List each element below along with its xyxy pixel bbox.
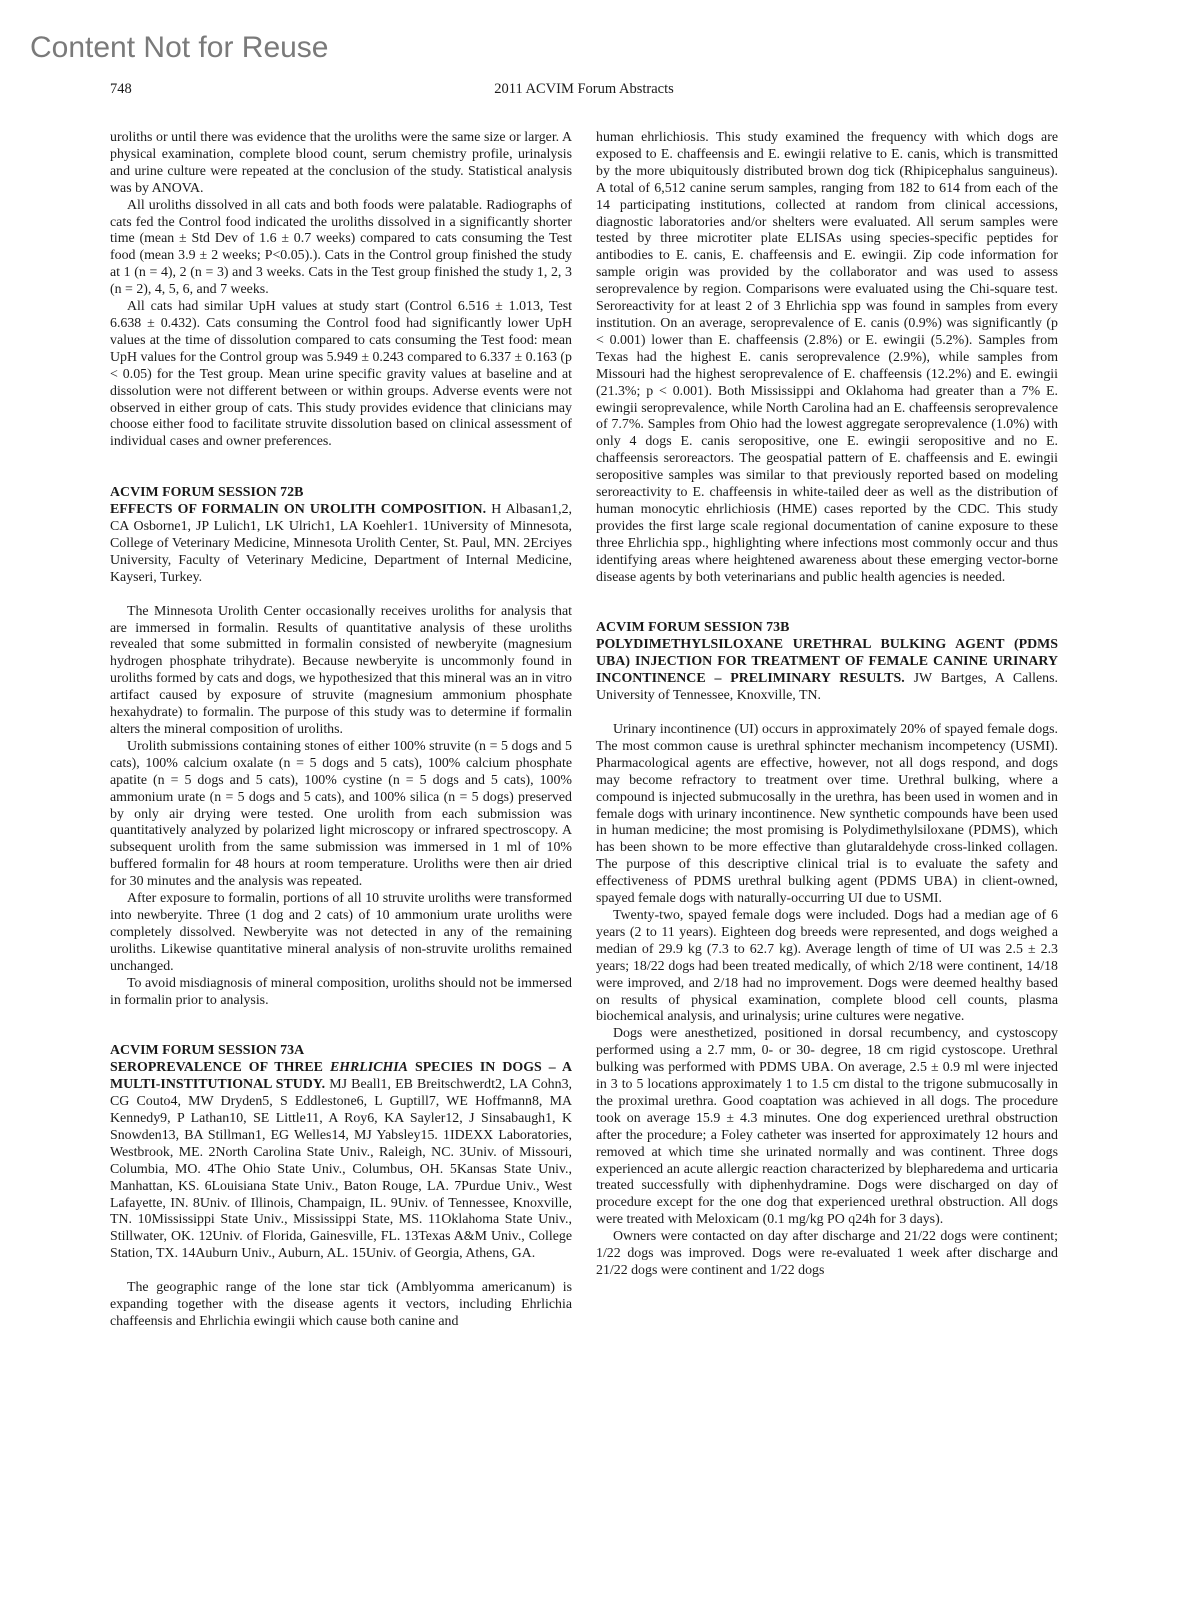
authors-72b: H Albasan1,2, CA Osborne1, JP Lulich1, LK Ulrich1, LA Koehler1. 1University of Minnesota, College of Veterinary Medicine, Minnesota Urolith Center, St. Paul, MN. 2Erciyes University, Faculty of Veterinary Medicine, Department of Internal Medicine, Kayseri, Turkey.	[110, 502, 572, 585]
abstract-heading-73b	[596, 637, 1058, 705]
abstract-title-73a-post: SPECIES IN DOGS – A MULTI-INSTITUTIONAL STUDY.	[110, 1060, 572, 1093]
left-column	[110, 130, 572, 1470]
body-paragraph: After exposure to formalin, portions of all 10 struvite uroliths were transformed into newberyite. Three (1 dog and 2 cats) of 10 ammonium urate uroliths were completely dissolved. Newberyite was not detected in any of the remaining uroliths. Likewise quantitative mineral analysis of non-struvite uroliths remained unchanged.	[110, 891, 572, 974]
abstract-heading-72b	[110, 502, 572, 587]
right-column	[596, 130, 1058, 1470]
session-label-73b: ACVIM FORUM SESSION 73B	[596, 620, 790, 636]
body-paragraph: Dogs were anesthetized, positioned in dorsal recumbency, and cystoscopy performed using a 2.7 mm, 0- or 30- degree, 18 cm rigid cystoscope. Urethral bulking was performed with PDMS UBA. On average, 2.5 ± 0.9 ml were injected in 3 to 5 locations approximately 1 to 1.5 cm distal to the trigone submucosally in the proximal urethra. Good coaptation was achieved in all dogs. The procedure took on average 15.9 ± 4.3 minutes. One dog experienced urethral obstruction after the procedure; a Foley catheter was inserted for approximately 12 hours and removed at which time she urinated normally and was continent. Three dogs experienced an acute allergic reaction characterized by blepharedema and urticaria treated successfully with diphenhydramine. Dogs were discharged on day of procedure except for the one dog that experienced urethral obstruction. All dogs were treated with Meloxicam (0.1 mg/kg PO q24h for 3 days).	[596, 1026, 1058, 1228]
body-paragraph: To avoid misdiagnosis of mineral composition, uroliths should not be immersed in formalin prior to analysis.	[110, 975, 572, 1008]
body-paragraph: Twenty-two, spayed female dogs were included. Dogs had a median age of 6 years (2 to 11 years). Eighteen dog breeds were represented, and dogs weighed a median of 29.9 kg (7.3 to 62.7 kg). Average length of time of UI was 2.5 ± 2.3 years; 18/22 dogs had been treated medically, of which 2/18 were continent, 14/18 were improved, and 2/18 had no improvement. Dogs were deemed healthy based on results of physical examination, complete blood cell counts, plasma biochemical analysis, and urinalysis; urine cultures were negative.	[596, 907, 1058, 1025]
session-label-73a: ACVIM FORUM SESSION 73A	[110, 1043, 305, 1059]
body-paragraph: The Minnesota Urolith Center occasionally receives uroliths for analysis that are immersed in formalin. Results of quantitative analysis of these uroliths revealed that some submitted in formalin consisted of newberyite (magnesium hydrogen phosphate trihydrate). Because newberyite is uncommonly found in uroliths formed by cats and dogs, we hypothesized that this mineral was an in vitro artifact caused by exposure of struvite (magnesium ammonium phosphate hexahydrate) to formalin. The purpose of this study was to determine if formalin alters the mineral composition of uroliths.	[110, 603, 572, 737]
page-number: 748	[110, 81, 132, 97]
body-paragraph: All cats had similar UpH values at study start (Control 6.516 ± 1.013, Test 6.638 ± 0.432). Cats consuming the Control food had significantly lower UpH values at the time of dissolution compared to cats consuming the Test food: mean UpH values for the Control group was 5.949 ± 0.243 compared to 6.337 ± 0.163 (p < 0.05) for the Test group. Mean urine specific gravity values at baseline and at dissolution were not different between or within groups. Adverse events were not observed in either group of cats. This study provides evidence that clinicians may choose either food to facilitate struvite dissolution based on clinical assessment of individual cases and owner preferences.	[110, 299, 572, 450]
session-label-72b: ACVIM FORUM SESSION 72B	[110, 485, 304, 501]
abstract-title-73b: POLYDIMETHYLSILOXANE URETHRAL BULKING AGENT (PDMS UBA) INJECTION FOR TREATMENT OF FEMALE CANINE URINARY INCONTINENCE – PRELIMINARY RESULTS.	[596, 637, 1058, 687]
body-paragraph: Urinary incontinence (UI) occurs in approximately 20% of spayed female dogs. The most common cause is urethral sphincter mechanism incompetency (USMI). Pharmacological agents are effective, however, not all dogs respond, and dogs may become refractory to treatment over time. Urethral bulking, where a compound is injected submucosally in the urethra, has been used in women and in female dogs with urinary incontinence. New synthetic compounds have been used in human medicine; the most promising is Polydimethylsiloxane (PDMS), which has been shown to be more effective than glutaraldehyde cross-linked collagen. The purpose of this descriptive clinical trial is to evaluate the safety and effectiveness of PDMS urethral bulking agent (PDMS UBA) in client-owned, spayed female dogs with naturally-occurring UI due to USMI.	[596, 722, 1058, 907]
body-paragraph: The geographic range of the lone star tick (Amblyomma americanum) is expanding together with the disease agents it vectors, including Ehrlichia chaffeensis and Ehrlichia ewingii which cause both canine and	[110, 1280, 572, 1329]
abstract-heading-73a	[110, 1060, 572, 1263]
authors-73b: JW Bartges, A Callens. University of Tennessee, Knoxville, TN.	[596, 671, 1058, 704]
abstract-title-72b: EFFECTS OF FORMALIN ON UROLITH COMPOSITION.	[110, 502, 487, 518]
abstract-title-73a-pre: SEROPREVALENCE OF THREE	[110, 1060, 323, 1076]
authors-73a: MJ Beall1, EB Breitschwerdt2, LA Cohn3, CG Couto4, MW Dryden5, S Eddlestone6, L Guptill7, WE Hoffmann8, MA Kennedy9, P Lathan10, SE Little11, A Roy6, KA Sayler12, J Sinsabaugh1, K Snowden13, BA Stillman1, EG Welles14, MJ Yabsley15. 1IDEXX Laboratories, Westbrook, ME. 2North Carolina State Univ., Raleigh, NC. 3Univ. of Missouri, Columbia, MO. 4The Ohio State Univ., Columbus, OH. 5Kansas State Univ., Manhattan, KS. 6Louisiana State Univ., Baton Rouge, LA. 7Purdue Univ., West Lafayette, IN. 8Univ. of Illinois, Champaign, IL. 9Univ. of Tennessee, Knoxville, TN. 10Mississippi State Univ., Mississippi State, MS. 11Oklahoma State Univ., Stillwater, OK. 12Univ. of Florida, Gainesville, FL. 13Texas A&M Univ., College Station, TX. 14Auburn Univ., Auburn, AL. 15Univ. of Georgia, Athens, GA.	[110, 1077, 572, 1262]
journal-title: 2011 ACVIM Forum Abstracts	[494, 81, 674, 97]
body-paragraph: All uroliths dissolved in all cats and both foods were palatable. Radiographs of cats fed the Control food indicated the uroliths dissolved in a significantly shorter time (mean ± Std Dev of 1.6 ± 0.7 weeks) compared to cats consuming the Test food (mean 3.9 ± 2 weeks; P<0.05).). Cats in the Control group finished the study at 1 (n = 4), 2 (n = 3) and 3 weeks. Cats in the Test group finished the study 1, 2, 3 (n = 2), 4, 5, 6, and 7 weeks.	[110, 197, 572, 298]
abstract-title-73a-italic: EHRLICHIA	[329, 1060, 408, 1076]
body-paragraph: human ehrlichiosis. This study examined the frequency with which dogs are exposed to E. chaffeensis and E. ewingii relative to E. canis, which is transmitted by the more ubiquitously distributed brown dog tick (Rhipicephalus sanguineus). A total of 6,512 canine serum samples, ranging from 182 to 614 from each of the 14 participating institutions, collected at random from clinical accessions, diagnostic laboratories and/or shelters were evaluated. All serum samples were tested by three microtiter plate ELISAs using species-specific peptides for antibodies to E. canis, E. chaffeensis and E. ewingii. Zip code information for sample origin was provided by the collaborator and was used to assess seroprevalence by region. Comparisons were evaluated using the Chi-square test. Seroreactivity for at least 2 of 3 Ehrlichia spp was found in samples from every institution. On an average, seroprevalence of E. canis (0.9%) was significantly (p < 0.001) lower than E. chaffeensis (2.8%) or E. ewingii (5.2%). Samples from Texas had the highest E. canis seroprevalence (2.9%), while samples from Missouri had the highest seroprevalence of E. chaffeensis (12.2%) and E. ewingii (21.3%; p < 0.001). Both Mississippi and Oklahoma had greater than a 7% E. ewingii seroprevalence, while North Carolina had an E. chaffeensis seroprevalence of 7.7%. Samples from Ohio had the lowest aggregate seroprevalence (1.0%) with only 4 dogs E. canis seropositive, one E. ewingii seropositive and no E. chaffeensis seroreactors. The geospatial pattern of E. chaffeensis and E. ewingii seropositive samples was similar to that previously reported based on modeling seroreactivity to E. chaffeensis in white-tailed deer as well as the distribution of human monocytic ehrlichiosis (HME) cases reported by the CDC. This study provides the first large scale regional documentation of canine exposure to these three Ehrlichia spp., highlighting where infections most commonly occur and thus identifying areas where heightened awareness about these emerging vector-borne disease agents by both veterinarians and public health agencies is needed.	[596, 130, 1058, 585]
body-paragraph: Owners were contacted on day after discharge and 21/22 dogs were continent; 1/22 dogs was improved. Dogs were re-evaluated 1 week after discharge and 21/22 dogs were continent and 1/22 dogs	[596, 1229, 1058, 1278]
running-header	[110, 78, 1058, 100]
body-paragraph: Urolith submissions containing stones of either 100% struvite (n = 5 dogs and 5 cats), 100% calcium oxalate (n = 5 dogs and 5 cats), 100% calcium phosphate apatite (n = 5 dogs and 5 cats), 100% cystine (n = 5 dogs and 5 cats), 100% ammonium urate (n = 5 dogs and 5 cats), and 100% silica (n = 5 dogs) preserved by only air drying were tested. One urolith from each submission was quantitatively analyzed by polarized light microscopy or infrared spectroscopy. A subsequent urolith from the same submission was immersed in 1 ml of 10% buffered formalin for 48 hours at room temperature. Uroliths were then air dried for 30 minutes and the analysis was repeated.	[110, 738, 572, 890]
body-paragraph: uroliths or until there was evidence that the uroliths were the same size or larger. A physical examination, complete blood count, serum chemistry profile, urinalysis and urine culture were repeated at the conclusion of the study. Statistical analysis was by ANOVA.	[110, 130, 572, 196]
watermark: Content Not for Reuse	[30, 31, 329, 64]
